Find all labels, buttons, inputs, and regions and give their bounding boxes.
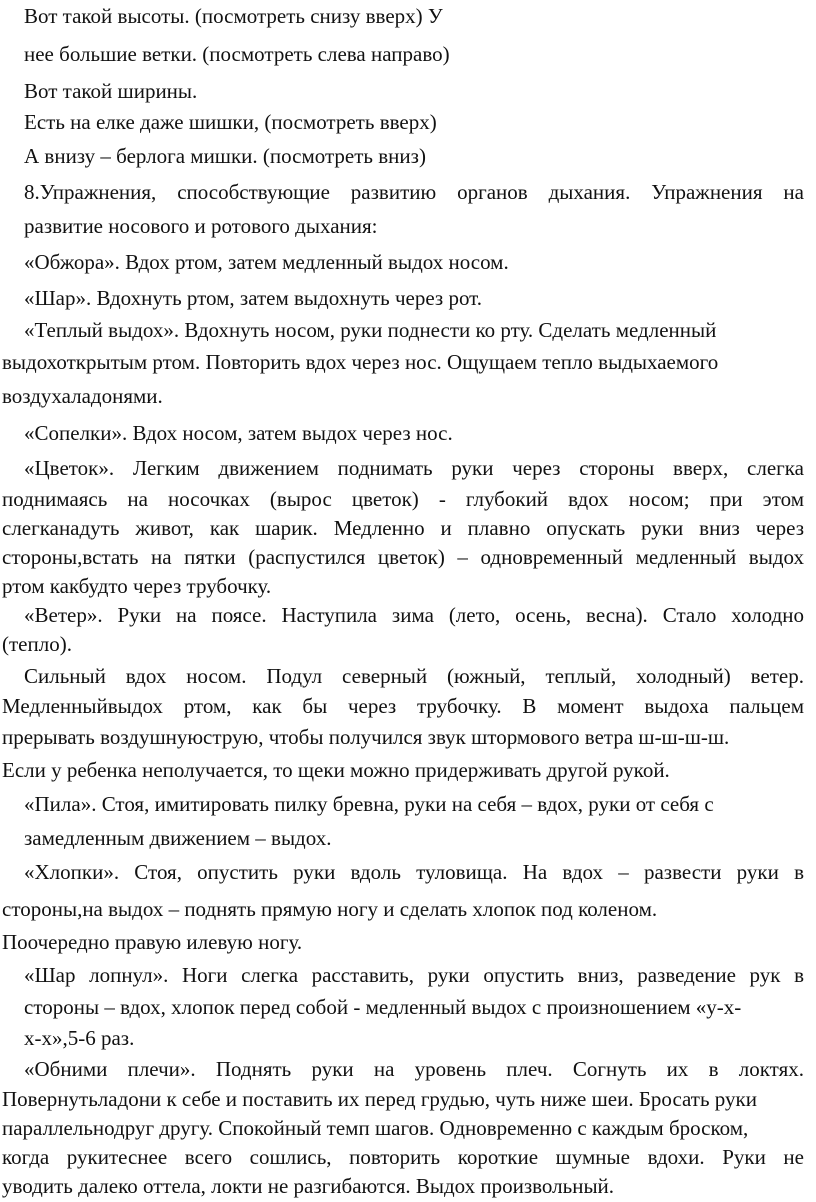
- text-line-10: «Теплый выдох». Вдохнуть носом, руки поднести ко рту. Сделать медленный: [24, 318, 717, 342]
- text-line-28: стороны,на выдох – поднять прямую ногу и сделать хлопок под коленом.: [2, 897, 658, 921]
- text-line-19: «Ветер». Руки на поясе. Наступила зима (лето, осень, весна). Стало холодно: [24, 603, 804, 627]
- text-line-15: поднимаясь на носочках (вырос цветок) - глубокий вдох носом; при этом: [2, 487, 804, 511]
- text-line-3: Вот такой ширины.: [24, 79, 198, 103]
- text-line-13: «Сопелки». Вдох носом, затем выдох через нос.: [24, 421, 453, 445]
- text-line-36: когда рукитеснее всего сошлись, повторить короткие шумные вдохи. Руки не: [2, 1145, 804, 1169]
- text-line-16: слегканадуть живот, как шарик. Медленно и плавно опускать руки вниз через: [2, 516, 804, 540]
- text-line-20: (тепло).: [2, 632, 72, 656]
- text-line-21: Сильный вдох носом. Подул северный (южный, теплый, холодный) ветер.: [24, 664, 804, 688]
- text-line-29: Поочередно правую илевую ногу.: [2, 930, 303, 954]
- text-line-1: Вот такой высоты. (посмотреть снизу вверх) У: [24, 4, 443, 28]
- text-line-37: уводить далеко оттела, локти не разгибаются. Выдох произвольный.: [2, 1174, 615, 1198]
- text-line-22: Медленныйвыдох ртом, как бы через трубочку. В момент выдоха пальцем: [2, 694, 804, 718]
- text-line-31: стороны – вдох, хлопок перед собой - медленный выдох с произношением «у-х-: [24, 995, 742, 1019]
- text-line-4: Есть на елке даже шишки, (посмотреть вверх): [24, 110, 437, 134]
- text-line-8: «Обжора». Вдох ртом, затем медленный выдох носом.: [24, 250, 509, 274]
- text-line-5: А внизу – берлога мишки. (посмотреть вниз): [24, 144, 426, 168]
- text-line-30: «Шар лопнул». Ноги слегка расставить, руки опустить вниз, разведение рук в: [24, 963, 804, 987]
- text-line-32: х-х»,5-6 раз.: [24, 1026, 135, 1050]
- text-line-33: «Обними плечи». Поднять руки на уровень плеч. Согнуть их в локтях.: [24, 1057, 804, 1081]
- text-line-11: выдохоткрытым ртом. Повторить вдох через нос. Ощущаем тепло выдыхаемого: [2, 350, 719, 374]
- text-line-6: 8.Упражнения, способствующие развитию органов дыхания. Упражнения на: [24, 180, 804, 204]
- text-line-18: ртом какбудто через трубочку.: [2, 574, 272, 598]
- text-line-17: стороны,встать на пятки (распустился цветок) – одновременный медленный выдох: [2, 545, 804, 569]
- text-line-25: «Пила». Стоя, имитировать пилку бревна, руки на себя – вдох, руки от себя с: [24, 792, 714, 816]
- text-line-23: прерывать воздушнуюструю, чтобы получился звук штормового ветра ш-ш-ш-ш.: [2, 725, 730, 749]
- text-line-35: параллельнодруг другу. Спокойный темп шагов. Одновременно с каждым броском,: [2, 1116, 749, 1140]
- text-line-7: развитие носового и ротового дыхания:: [24, 214, 378, 238]
- text-line-26: замедленным движением – выдох.: [24, 826, 332, 850]
- text-line-2: нее большие ветки. (посмотреть слева направо): [24, 42, 450, 66]
- text-line-12: воздухаладонями.: [2, 384, 163, 408]
- text-line-27: «Хлопки». Стоя, опустить руки вдоль туловища. На вдох – развести руки в: [24, 860, 804, 884]
- text-line-9: «Шар». Вдохнуть ртом, затем выдохнуть через рот.: [24, 286, 483, 310]
- text-line-24: Если у ребенка неполучается, то щеки можно придерживать другой рукой.: [2, 758, 670, 782]
- text-line-34: Повернутьладони к себе и поставить их перед грудью, чуть ниже шеи. Бросать руки: [2, 1087, 757, 1111]
- text-line-14: «Цветок». Легким движением поднимать руки через стороны вверх, слегка: [24, 456, 804, 480]
